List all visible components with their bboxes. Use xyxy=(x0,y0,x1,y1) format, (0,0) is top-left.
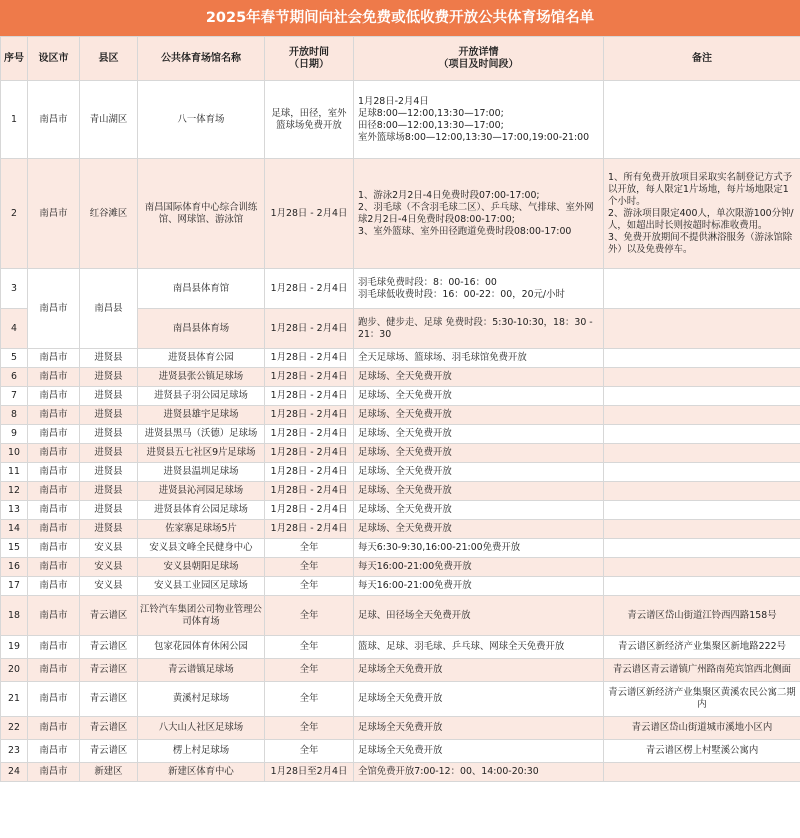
cell-no: 12 xyxy=(1,482,28,501)
cell-county: 安义县 xyxy=(80,539,138,558)
cell-city: 南昌市 xyxy=(28,659,80,682)
cell-time: 1月28日 - 2月4日 xyxy=(265,425,354,444)
cell-time: 全年 xyxy=(265,636,354,659)
table-row xyxy=(1,558,800,577)
cell-county: 青山湖区 xyxy=(80,81,138,159)
table-row xyxy=(1,577,800,596)
table-row xyxy=(1,682,800,717)
cell-remarks xyxy=(604,539,800,558)
cell-no: 13 xyxy=(1,501,28,520)
cell-no: 18 xyxy=(1,596,28,636)
cell-venue: 南昌国际体育中心综合训练馆、网球馆、游泳馆 xyxy=(138,159,265,269)
cell-city: 南昌市 xyxy=(28,81,80,159)
cell-time: 1月28日 - 2月4日 xyxy=(265,501,354,520)
cell-time: 全年 xyxy=(265,539,354,558)
cell-county: 进贤县 xyxy=(80,444,138,463)
cell-details: 全天足球场、篮球场、羽毛球馆免费开放 xyxy=(354,349,604,368)
cell-remarks xyxy=(604,444,800,463)
cell-details: 足球场、全天免费开放 xyxy=(354,444,604,463)
cell-county: 安义县 xyxy=(80,577,138,596)
cell-remarks xyxy=(604,482,800,501)
cell-venue: 进贤县黑马（沃德）足球场 xyxy=(138,425,265,444)
cell-remarks xyxy=(604,81,800,159)
cell-details: 足球场、全天免费开放 xyxy=(354,520,604,539)
cell-no: 22 xyxy=(1,717,28,740)
table-row xyxy=(1,659,800,682)
cell-county: 青云谱区 xyxy=(80,596,138,636)
cell-remarks: 青云谱区岱山街道城市溪地小区内 xyxy=(604,717,800,740)
cell-details: 足球场、全天免费开放 xyxy=(354,501,604,520)
cell-details: 足球场、全天免费开放 xyxy=(354,463,604,482)
cell-remarks xyxy=(604,349,800,368)
table-row xyxy=(1,406,800,425)
cell-county: 进贤县 xyxy=(80,463,138,482)
table-row xyxy=(1,717,800,740)
cell-no: 14 xyxy=(1,520,28,539)
cell-county: 南昌县 xyxy=(80,269,138,349)
cell-details: 足球场全天免费开放 xyxy=(354,659,604,682)
cell-details: 1、游泳2月2日-4日免费时段07:00-17:00; 2、羽毛球（不含羽毛球二区）、乒乓球、气排球、室外网球2月2日-4日免费时段08:00-17:00; 3、室外篮球、室外田径跑道免费时段08:00-17:00 xyxy=(354,159,604,269)
cell-time: 1月28日 - 2月4日 xyxy=(265,309,354,349)
cell-no: 6 xyxy=(1,368,28,387)
cell-venue: 安义县文峰全民健身中心 xyxy=(138,539,265,558)
cell-remarks xyxy=(604,763,800,782)
table-row xyxy=(1,269,800,309)
cell-time: 1月28日 - 2月4日 xyxy=(265,463,354,482)
cell-remarks xyxy=(604,368,800,387)
cell-county: 进贤县 xyxy=(80,501,138,520)
cell-remarks: 青云谱区青云谱镇广州路南苑宾馆西北侧面 xyxy=(604,659,800,682)
cell-city: 南昌市 xyxy=(28,444,80,463)
table-row xyxy=(1,539,800,558)
header-row xyxy=(1,37,800,81)
cell-no: 17 xyxy=(1,577,28,596)
cell-venue: 进贤县体育公园 xyxy=(138,349,265,368)
cell-city: 南昌市 xyxy=(28,368,80,387)
cell-no: 20 xyxy=(1,659,28,682)
cell-details: 足球场全天免费开放 xyxy=(354,717,604,740)
cell-venue: 南昌县体育馆 xyxy=(138,269,265,309)
cell-details: 全馆免费开放7:00-12：00、14:00-20:30 xyxy=(354,763,604,782)
cell-time: 全年 xyxy=(265,558,354,577)
cell-no: 11 xyxy=(1,463,28,482)
cell-time: 1月28日 - 2月4日 xyxy=(265,444,354,463)
cell-venue: 佐家寨足球场5片 xyxy=(138,520,265,539)
cell-venue: 江铃汽车集团公司物业管理公司体育场 xyxy=(138,596,265,636)
table-row xyxy=(1,501,800,520)
cell-remarks: 青云谱区新经济产业集聚区黄溪农民公寓二期内 xyxy=(604,682,800,717)
cell-county: 青云谱区 xyxy=(80,682,138,717)
cell-remarks xyxy=(604,387,800,406)
cell-details: 足球场全天免费开放 xyxy=(354,682,604,717)
header-city: 设区市 xyxy=(28,37,80,81)
cell-no: 5 xyxy=(1,349,28,368)
cell-city: 南昌市 xyxy=(28,763,80,782)
cell-city: 南昌市 xyxy=(28,596,80,636)
cell-county: 进贤县 xyxy=(80,368,138,387)
table-row xyxy=(1,444,800,463)
cell-county: 青云谱区 xyxy=(80,740,138,763)
cell-remarks xyxy=(604,309,800,349)
cell-city: 南昌市 xyxy=(28,406,80,425)
cell-city: 南昌市 xyxy=(28,636,80,659)
cell-details: 足球场、全天免费开放 xyxy=(354,406,604,425)
cell-remarks: 1、所有免费开放项目采取实名制登记方式予以开放，每人限定1片场地，每片场地限定1个小时。 2、游泳项目限定400人，单次限游100分钟/人，如超出时长则按超时标准收费用。 3、免费开放期间不提供淋浴服务（游泳馆除外）以及免费停车。 xyxy=(604,159,800,269)
cell-city: 南昌市 xyxy=(28,387,80,406)
cell-county: 进贤县 xyxy=(80,425,138,444)
cell-time: 1月28日 - 2月4日 xyxy=(265,520,354,539)
cell-no: 8 xyxy=(1,406,28,425)
cell-details: 篮球、足球、羽毛球、乒乓球、网球全天免费开放 xyxy=(354,636,604,659)
cell-venue: 进贤县温圳足球场 xyxy=(138,463,265,482)
cell-no: 15 xyxy=(1,539,28,558)
cell-details: 足球场、全天免费开放 xyxy=(354,482,604,501)
cell-city: 南昌市 xyxy=(28,159,80,269)
cell-county: 青云谱区 xyxy=(80,636,138,659)
cell-no: 10 xyxy=(1,444,28,463)
cell-venue: 南昌县体育场 xyxy=(138,309,265,349)
cell-remarks: 青云谱区新经济产业集聚区新地路222号 xyxy=(604,636,800,659)
cell-no: 3 xyxy=(1,269,28,309)
cell-venue: 进贤县雄宇足球场 xyxy=(138,406,265,425)
cell-no: 23 xyxy=(1,740,28,763)
table-row xyxy=(1,368,800,387)
cell-venue: 进贤县沁河园足球场 xyxy=(138,482,265,501)
cell-city: 南昌市 xyxy=(28,682,80,717)
cell-time: 全年 xyxy=(265,740,354,763)
cell-county: 进贤县 xyxy=(80,482,138,501)
cell-city: 南昌市 xyxy=(28,501,80,520)
table-body xyxy=(1,81,800,782)
cell-venue: 安义县朝阳足球场 xyxy=(138,558,265,577)
table-row xyxy=(1,740,800,763)
cell-city: 南昌市 xyxy=(28,349,80,368)
cell-venue: 进贤县子羽公园足球场 xyxy=(138,387,265,406)
cell-venue: 进贤县五七社区9片足球场 xyxy=(138,444,265,463)
cell-county: 青云谱区 xyxy=(80,659,138,682)
cell-venue: 八一体育场 xyxy=(138,81,265,159)
cell-city: 南昌市 xyxy=(28,269,80,349)
cell-time: 1月28日 - 2月4日 xyxy=(265,387,354,406)
table-title: 2025年春节期间向社会免费或低收费开放公共体育场馆名单 xyxy=(0,0,800,36)
cell-time: 全年 xyxy=(265,659,354,682)
cell-county: 进贤县 xyxy=(80,406,138,425)
cell-details: 每天16:00-21:00免费开放 xyxy=(354,558,604,577)
table-row xyxy=(1,763,800,782)
cell-details: 羽毛球免费时段：8：00-16：00 羽毛球低收费时段：16：00-22：00，20元/小时 xyxy=(354,269,604,309)
cell-time: 全年 xyxy=(265,717,354,740)
cell-no: 9 xyxy=(1,425,28,444)
cell-county: 进贤县 xyxy=(80,349,138,368)
cell-city: 南昌市 xyxy=(28,520,80,539)
cell-time: 足球，田径，室外篮球场免费开放 xyxy=(265,81,354,159)
cell-venue: 进贤县张公镇足球场 xyxy=(138,368,265,387)
cell-venue: 青云谱镇足球场 xyxy=(138,659,265,682)
cell-time: 1月28日至2月4日 xyxy=(265,763,354,782)
table-row xyxy=(1,349,800,368)
cell-venue: 新建区体育中心 xyxy=(138,763,265,782)
header-details: 开放详情 （项目及时间段） xyxy=(354,37,604,81)
table-row xyxy=(1,387,800,406)
cell-city: 南昌市 xyxy=(28,425,80,444)
cell-remarks xyxy=(604,520,800,539)
cell-venue: 包家花园体育休闲公园 xyxy=(138,636,265,659)
cell-time: 1月28日 - 2月4日 xyxy=(265,482,354,501)
cell-county: 青云谱区 xyxy=(80,717,138,740)
cell-county: 安义县 xyxy=(80,558,138,577)
cell-details: 足球场全天免费开放 xyxy=(354,740,604,763)
cell-city: 南昌市 xyxy=(28,482,80,501)
cell-venue: 八大山人社区足球场 xyxy=(138,717,265,740)
cell-remarks xyxy=(604,501,800,520)
cell-time: 全年 xyxy=(265,577,354,596)
cell-no: 7 xyxy=(1,387,28,406)
header-venue: 公共体育场馆名称 xyxy=(138,37,265,81)
cell-county: 新建区 xyxy=(80,763,138,782)
table-row xyxy=(1,463,800,482)
cell-remarks xyxy=(604,577,800,596)
header-county: 县区 xyxy=(80,37,138,81)
cell-time: 全年 xyxy=(265,596,354,636)
cell-time: 1月28日 - 2月4日 xyxy=(265,406,354,425)
table-row xyxy=(1,425,800,444)
cell-remarks: 青云谱区岱山街道江铃西四路158号 xyxy=(604,596,800,636)
cell-city: 南昌市 xyxy=(28,740,80,763)
cell-details: 每天6:30-9:30,16:00-21:00免费开放 xyxy=(354,539,604,558)
cell-remarks xyxy=(604,406,800,425)
cell-time: 1月28日 - 2月4日 xyxy=(265,269,354,309)
table-row xyxy=(1,482,800,501)
cell-city: 南昌市 xyxy=(28,558,80,577)
cell-venue: 进贤县体育公园足球场 xyxy=(138,501,265,520)
cell-time: 1月28日 - 2月4日 xyxy=(265,368,354,387)
header-time: 开放时间 （日期） xyxy=(265,37,354,81)
table-row xyxy=(1,159,800,269)
cell-county: 红谷滩区 xyxy=(80,159,138,269)
cell-time: 全年 xyxy=(265,682,354,717)
cell-details: 足球场、全天免费开放 xyxy=(354,368,604,387)
cell-no: 2 xyxy=(1,159,28,269)
cell-details: 足球、田径场全天免费开放 xyxy=(354,596,604,636)
header-remarks: 备注 xyxy=(604,37,800,81)
cell-no: 1 xyxy=(1,81,28,159)
cell-venue: 黄溪村足球场 xyxy=(138,682,265,717)
venue-table xyxy=(0,36,800,782)
cell-venue: 安义县工业园区足球场 xyxy=(138,577,265,596)
cell-time: 1月28日 - 2月4日 xyxy=(265,349,354,368)
cell-no: 4 xyxy=(1,309,28,349)
cell-city: 南昌市 xyxy=(28,463,80,482)
cell-details: 足球场、全天免费开放 xyxy=(354,387,604,406)
table-row xyxy=(1,81,800,159)
cell-venue: 楞上村足球场 xyxy=(138,740,265,763)
cell-remarks xyxy=(604,558,800,577)
cell-remarks xyxy=(604,463,800,482)
cell-city: 南昌市 xyxy=(28,539,80,558)
cell-remarks xyxy=(604,269,800,309)
cell-no: 24 xyxy=(1,763,28,782)
cell-city: 南昌市 xyxy=(28,577,80,596)
cell-county: 进贤县 xyxy=(80,387,138,406)
cell-no: 16 xyxy=(1,558,28,577)
header-no: 序号 xyxy=(1,37,28,81)
cell-details: 足球场、全天免费开放 xyxy=(354,425,604,444)
cell-county: 进贤县 xyxy=(80,520,138,539)
cell-remarks xyxy=(604,425,800,444)
cell-remarks: 青云谱区楞上村墅溪公寓内 xyxy=(604,740,800,763)
cell-no: 19 xyxy=(1,636,28,659)
cell-time: 1月28日 - 2月4日 xyxy=(265,159,354,269)
cell-details: 1月28日-2月4日 足球8:00—12:00,13:30—17:00; 田径8:00—12:00,13:30—17:00; 室外篮球场8:00—12:00,13:30—17:00,19:00-21:00 xyxy=(354,81,604,159)
table-row xyxy=(1,636,800,659)
table-row xyxy=(1,596,800,636)
table-row xyxy=(1,520,800,539)
cell-details: 每天16:00-21:00免费开放 xyxy=(354,577,604,596)
cell-no: 21 xyxy=(1,682,28,717)
cell-city: 南昌市 xyxy=(28,717,80,740)
cell-details: 跑步、健步走、足球 免费时段：5:30-10:30，18：30 - 21：30 xyxy=(354,309,604,349)
